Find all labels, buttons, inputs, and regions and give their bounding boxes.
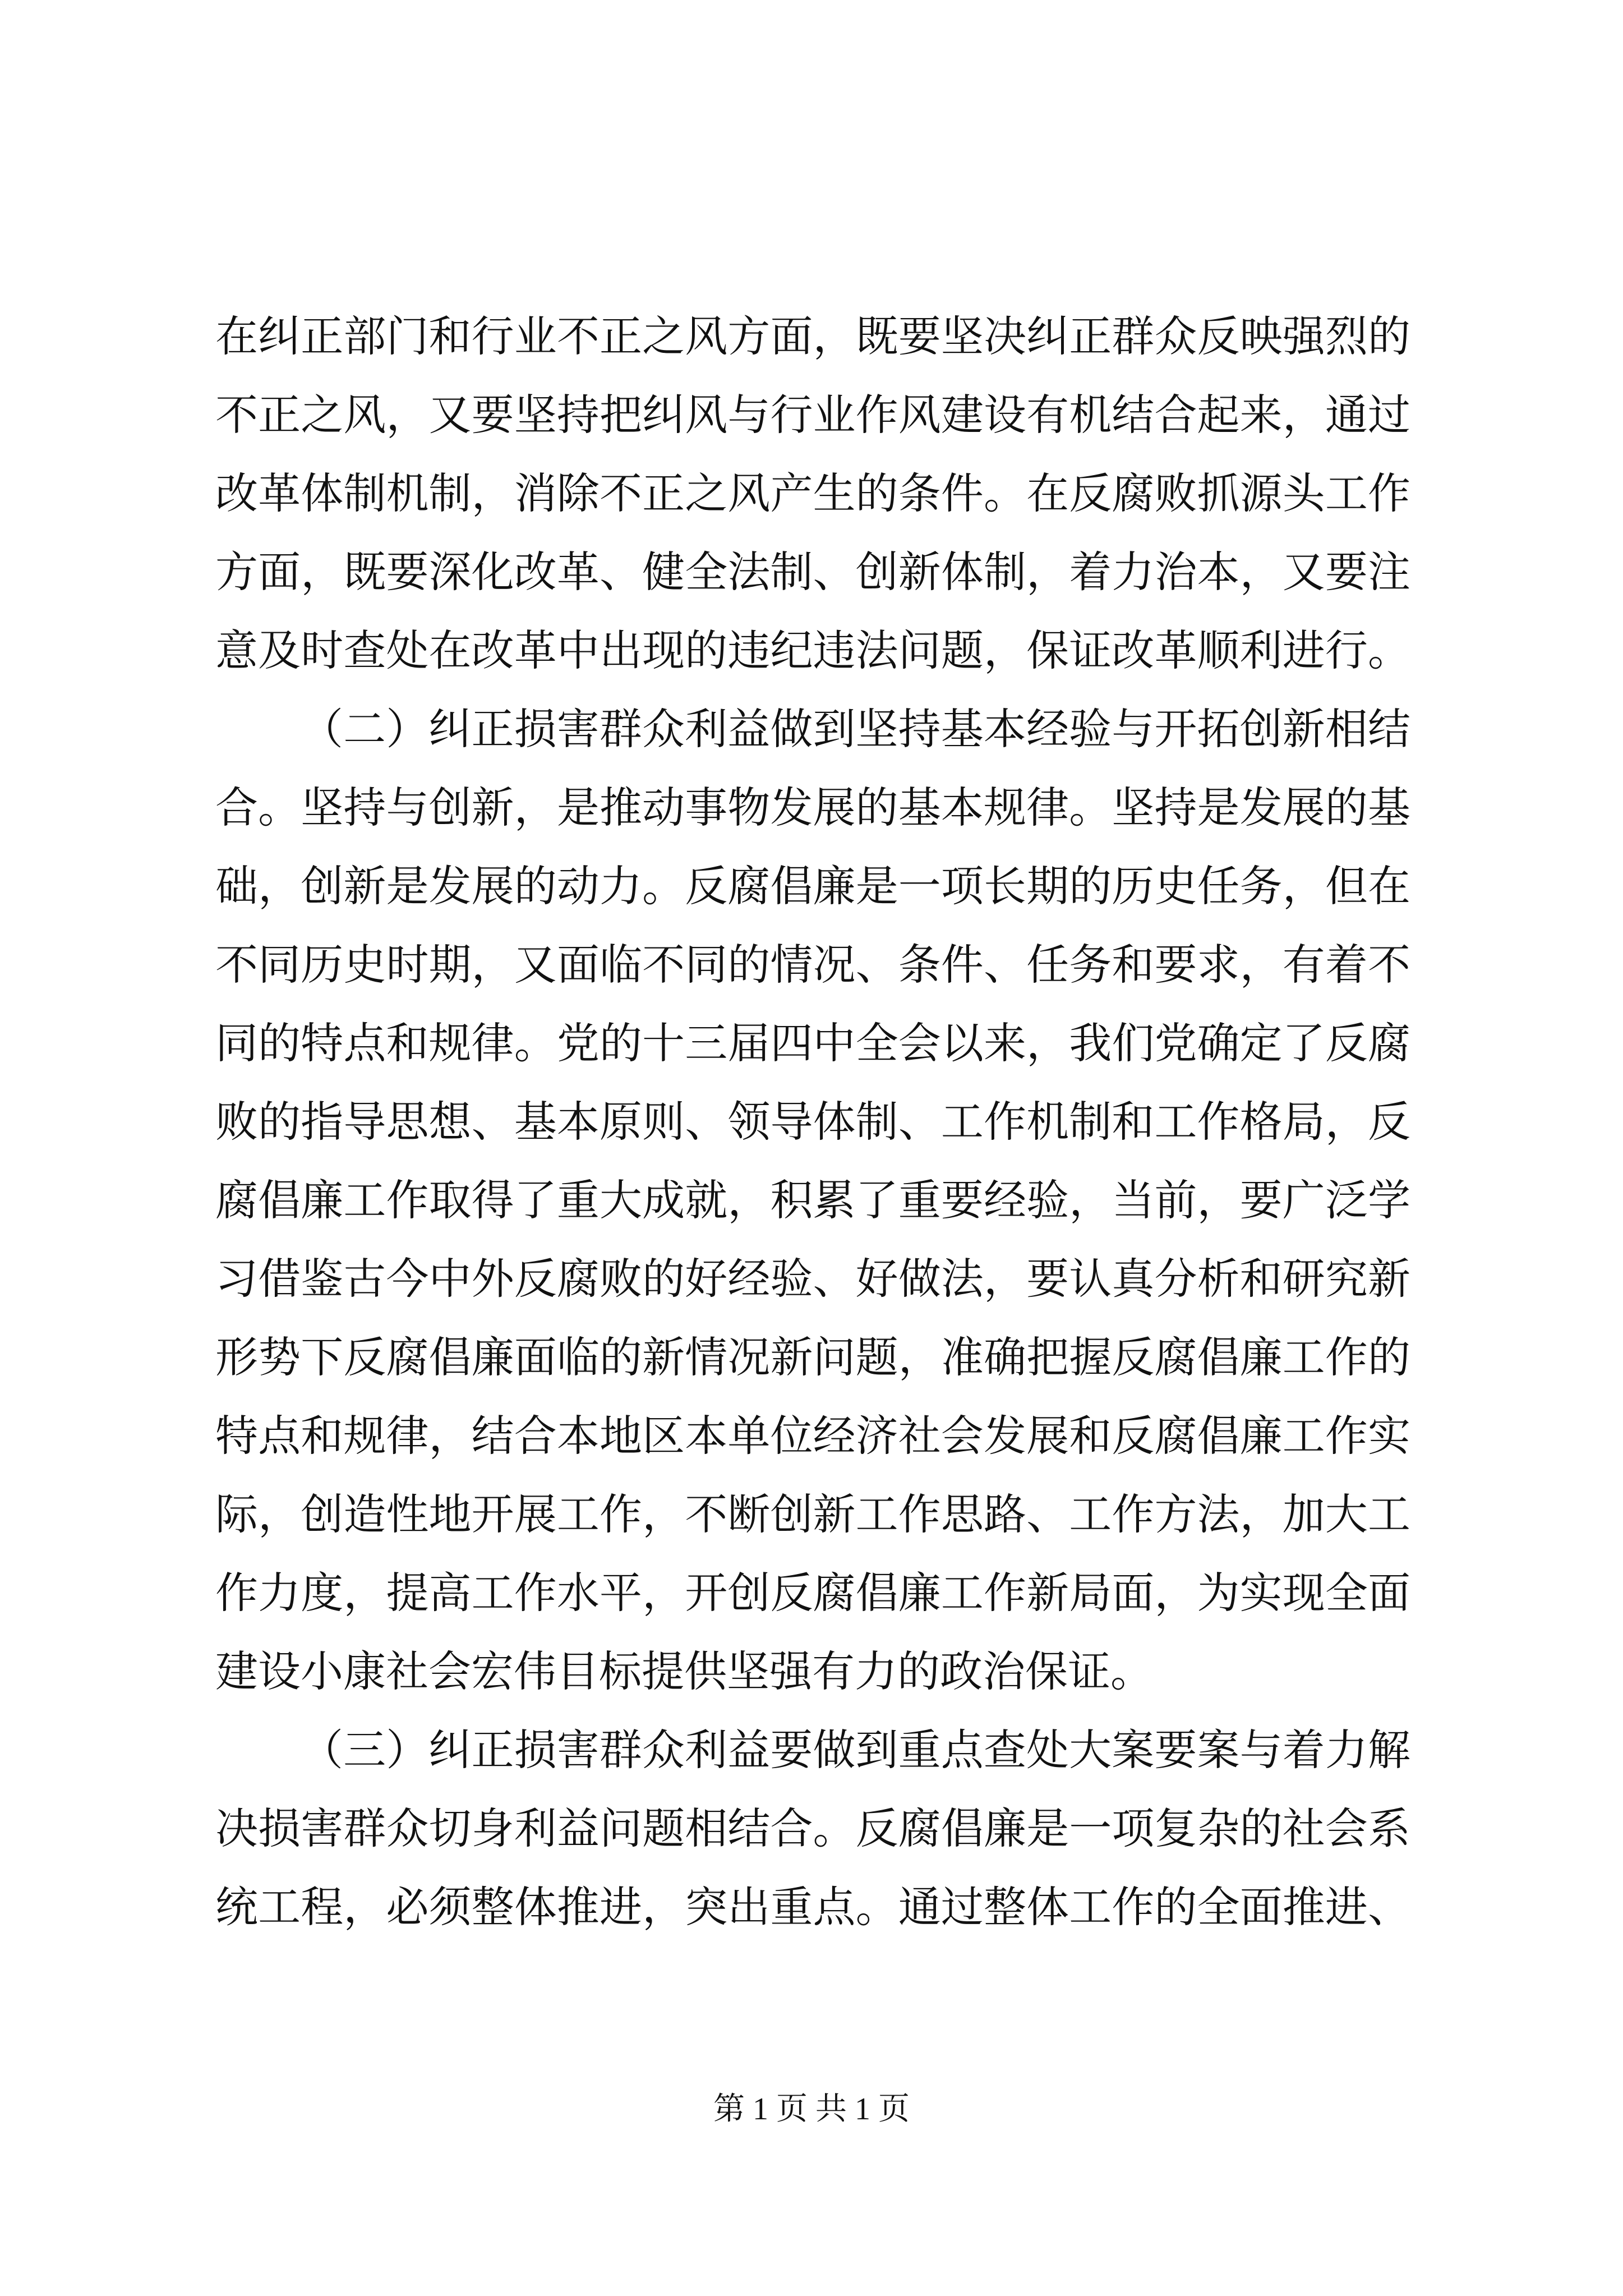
text-line: 习借鉴古今中外反腐败的好经验、好做法，要认真分析和研究新 — [215, 1254, 1410, 1304]
page-number-footer: 第 1 页 共 1 页 — [713, 2092, 910, 2127]
paragraph-start-line: （三）纠正损害群众利益要做到重点查处大案要案与着力解 — [301, 1725, 1410, 1775]
text-line: 改革体制机制，消除不正之风产生的条件。在反腐败抓源头工作 — [215, 468, 1410, 518]
text-line: 作力度，提高工作水平，开创反腐倡廉工作新局面，为实现全面 — [215, 1568, 1410, 1618]
text-line: 不同历史时期，又面临不同的情况、条件、任务和要求，有着不 — [215, 940, 1410, 990]
text-line: 在纠正部门和行业不正之风方面，既要坚决纠正群众反映强烈的 — [215, 311, 1410, 361]
text-line: 际，创造性地开展工作，不断创新工作思路、工作方法，加大工 — [215, 1489, 1410, 1539]
text-line: 腐倡廉工作取得了重大成就，积累了重要经验，当前，要广泛学 — [215, 1175, 1410, 1225]
text-line: 决损害群众切身利益问题相结合。反腐倡廉是一项复杂的社会系 — [215, 1803, 1410, 1853]
paragraph-start-line: （二）纠正损害群众利益做到坚持基本经验与开拓创新相结 — [301, 704, 1410, 754]
text-line: 础，创新是发展的动力。反腐倡廉是一项长期的历史任务，但在 — [215, 861, 1410, 911]
text-line: 方面，既要深化改革、健全法制、创新体制，着力治本，又要注 — [215, 547, 1410, 597]
text-line: 统工程，必须整体推进，突出重点。通过整体工作的全面推进、 — [215, 1882, 1410, 1932]
text-line: 不正之风，又要坚持把纠风与行业作风建设有机结合起来，通过 — [215, 390, 1410, 440]
text-line: 意及时查处在改革中出现的违纪违法问题，保证改革顺利进行。 — [215, 625, 1410, 675]
document-body — [215, 297, 1410, 1947]
text-line: 合。坚持与创新，是推动事物发展的基本规律。坚持是发展的基 — [215, 783, 1410, 832]
text-line: 特点和规律，结合本地区本单位经济社会发展和反腐倡廉工作实 — [215, 1411, 1410, 1461]
paragraph-end-line: 建设小康社会宏伟目标提供坚强有力的政治保证。 — [215, 1646, 1153, 1696]
text-line: 形势下反腐倡廉面临的新情况新问题，准确把握反腐倡廉工作的 — [215, 1332, 1410, 1382]
text-line: 败的指导思想、基本原则、领导体制、工作机制和工作格局，反 — [215, 1097, 1410, 1147]
text-line: 同的特点和规律。党的十三届四中全会以来，我们党确定了反腐 — [215, 1018, 1410, 1068]
